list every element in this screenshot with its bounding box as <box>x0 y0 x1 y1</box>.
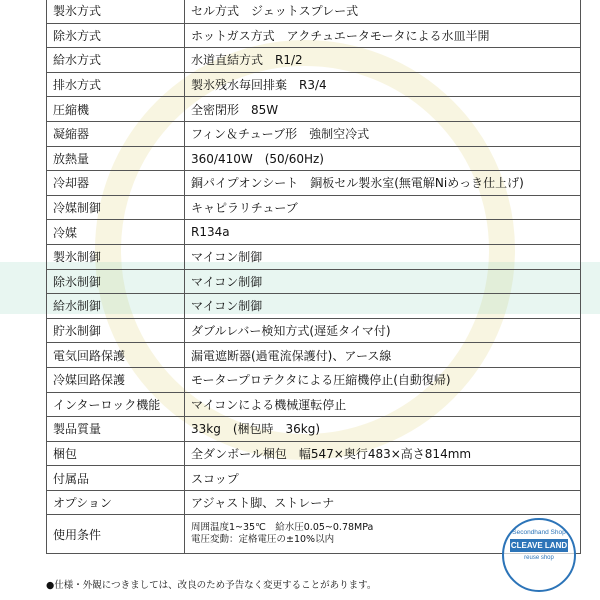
badge-top-text: Secondhand Shop <box>512 529 566 536</box>
spec-label: 冷却器 <box>47 171 185 196</box>
usage-line-2: 電圧変動：定格電圧の±10%以内 <box>191 534 335 546</box>
spec-row <box>47 343 581 368</box>
spec-label: 除氷方式 <box>47 23 185 48</box>
spec-value: 全ダンボール梱包 幅547×奥行483×高さ814mm <box>185 441 581 466</box>
spec-value: マイコン制御 <box>185 269 581 294</box>
spec-value: 360/410W (50/60Hz) <box>185 146 581 171</box>
shop-logo-badge <box>502 518 576 592</box>
spec-row <box>47 97 581 122</box>
spec-value: マイコン制御 <box>185 244 581 269</box>
spec-row <box>47 417 581 442</box>
spec-value: 水道直結方式 R1/2 <box>185 48 581 73</box>
spec-row <box>47 72 581 97</box>
spec-label: 付属品 <box>47 466 185 491</box>
spec-value: R134a <box>185 220 581 245</box>
spec-label: 給水方式 <box>47 48 185 73</box>
spec-label: 製品質量 <box>47 417 185 442</box>
spec-label: 凝縮器 <box>47 121 185 146</box>
footnote: ●仕様・外観につきましては、改良のため予告なく変更することがあります。 <box>46 580 377 591</box>
spec-row <box>47 392 581 417</box>
spec-label: 給水制御 <box>47 294 185 319</box>
spec-row <box>47 48 581 73</box>
spec-row <box>47 244 581 269</box>
spec-row <box>47 220 581 245</box>
spec-label: 除氷制御 <box>47 269 185 294</box>
spec-label: 貯氷制御 <box>47 318 185 343</box>
spec-label: 電気回路保護 <box>47 343 185 368</box>
spec-row <box>47 318 581 343</box>
usage-line-1: 周囲温度1~35℃ 給水圧0.05~0.78MPa <box>191 522 374 534</box>
spec-value: 製氷残水毎回排棄 R3/4 <box>185 72 581 97</box>
spec-value: モータープロテクタによる圧縮機停止(自動復帰) <box>185 367 581 392</box>
spec-label: 放熱量 <box>47 146 185 171</box>
spec-value: キャピラリチューブ <box>185 195 581 220</box>
spec-value: ダブルレバー検知方式(遅延タイマ付) <box>185 318 581 343</box>
spec-value: 33kg (梱包時 36kg) <box>185 417 581 442</box>
spec-table-body <box>47 0 581 554</box>
spec-label: 冷媒制御 <box>47 195 185 220</box>
spec-label: 使用条件 <box>47 515 185 554</box>
spec-row <box>47 121 581 146</box>
spec-row <box>47 294 581 319</box>
spec-label: 圧縮機 <box>47 97 185 122</box>
badge-bottom-text: reuse shop <box>524 555 554 561</box>
spec-row <box>47 441 581 466</box>
spec-label: 冷媒 <box>47 220 185 245</box>
spec-row <box>47 490 581 515</box>
spec-label: 製氷制御 <box>47 244 185 269</box>
spec-value: マイコン制御 <box>185 294 581 319</box>
spec-value: マイコンによる機械運転停止 <box>185 392 581 417</box>
spec-label: 冷媒回路保護 <box>47 367 185 392</box>
spec-label: オプション <box>47 490 185 515</box>
spec-label: 製氷方式 <box>47 0 185 23</box>
spec-table <box>46 0 581 554</box>
spec-value: 全密閉形 85W <box>185 97 581 122</box>
spec-row <box>47 269 581 294</box>
spec-row <box>47 146 581 171</box>
spec-row <box>47 466 581 491</box>
spec-value: ホットガス方式 アクチュエータモータによる水皿半開 <box>185 23 581 48</box>
badge-name: CLEAVE LAND <box>510 541 568 550</box>
spec-value: フィン＆チューブ形 強制空冷式 <box>185 121 581 146</box>
spec-value: スコップ <box>185 466 581 491</box>
spec-row <box>47 195 581 220</box>
spec-row <box>47 367 581 392</box>
spec-row <box>47 0 581 23</box>
spec-value: 銅パイプオンシート 銅板セル製氷室(無電解Niめっき仕上げ) <box>185 171 581 196</box>
spec-row <box>47 23 581 48</box>
spec-value: 漏電遮断器(過電流保護付)、アース線 <box>185 343 581 368</box>
spec-label: 梱包 <box>47 441 185 466</box>
spec-row <box>47 171 581 196</box>
spec-label: インターロック機能 <box>47 392 185 417</box>
spec-value: セル方式 ジェットスプレー式 <box>185 0 581 23</box>
spec-label: 排水方式 <box>47 72 185 97</box>
spec-row-usage <box>47 515 581 554</box>
spec-value: アジャスト脚、ストレーナ <box>185 490 581 515</box>
